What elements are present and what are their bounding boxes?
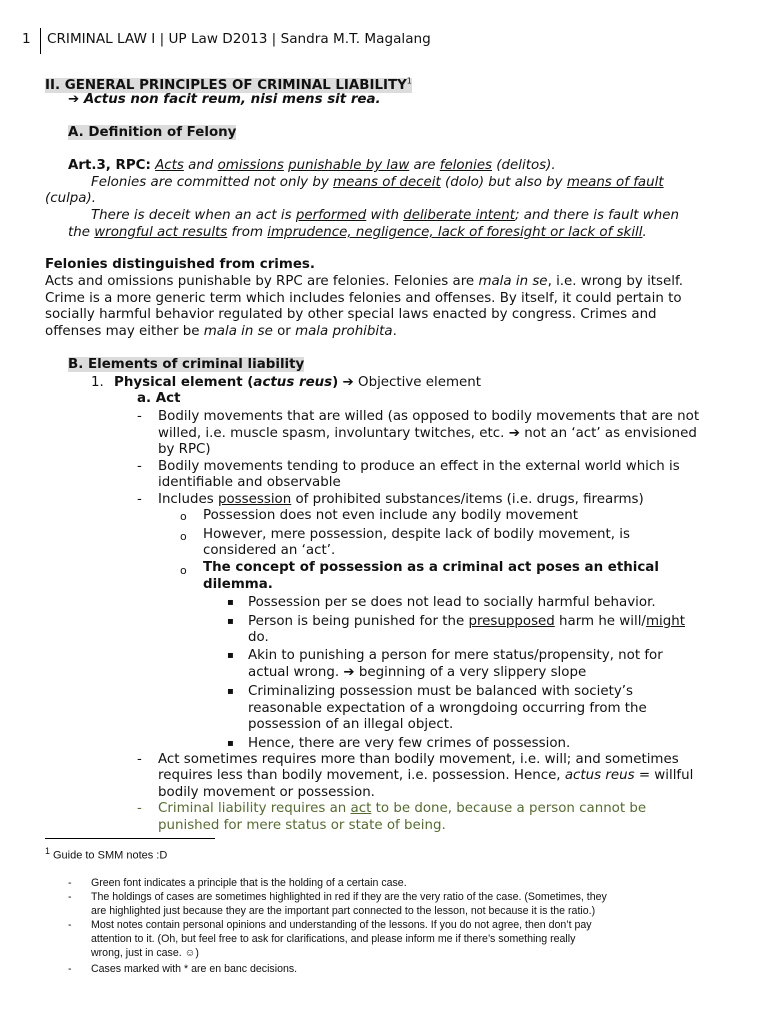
- text: Criminal liability requires an: [158, 801, 351, 816]
- dash-item-4-cont2: bodily movement or possession.: [158, 785, 375, 800]
- text: to be done, because a person cannot be: [371, 801, 647, 816]
- square-bullet: ▪: [227, 738, 234, 749]
- text: from: [227, 225, 268, 240]
- footnote-item-3-cont2: wrong, just in case. ☺): [91, 947, 199, 959]
- section-a-heading: [68, 125, 236, 141]
- footnote-title: Guide to SMM notes :D: [52, 849, 168, 862]
- term-punishable: punishable by law: [288, 158, 410, 173]
- square-item-4: Criminalizing possession must be balanced with society’s: [248, 684, 634, 699]
- dash-bullet: -: [137, 459, 142, 474]
- footnote-item-3: Most notes contain personal opinions and understanding of the lessons. If you do not agree, then don’t pay: [91, 919, 592, 931]
- dash-item-4: [137, 752, 679, 768]
- page-number: 1: [22, 31, 31, 47]
- section-b-title: B. Elements of criminal liability: [68, 357, 305, 372]
- square-bullet: ▪: [227, 616, 234, 627]
- term-intent: deliberate intent: [403, 208, 516, 223]
- square-bullet: ▪: [227, 686, 234, 697]
- term-possession: possession: [217, 492, 292, 507]
- dash-item-5: [137, 801, 647, 817]
- section-b-heading: [68, 357, 304, 373]
- footnote-ref: 1: [406, 77, 412, 86]
- art3-line4: [91, 208, 679, 224]
- text: Act sometimes requires more than bodily movement, i.e. will; and sometimes: [158, 752, 679, 767]
- square-item-4-cont2: possession of an illegal object.: [248, 717, 454, 732]
- square-bullet: ▪: [227, 597, 234, 608]
- term-deceit: means of deceit: [333, 175, 441, 190]
- term-performed: performed: [295, 208, 367, 223]
- distinguished-heading: Felonies distinguished from crimes.: [45, 257, 315, 272]
- text: Bodily movements that are willed (as opposed to bodily movements that are not: [158, 409, 700, 424]
- text: .: [642, 225, 647, 240]
- dash-item-2-cont: identifiable and observable: [158, 475, 341, 490]
- footnote-item-2: The holdings of cases are sometimes highlighted in red if they are the very ratio of the case. (Sometimes, they: [91, 891, 607, 903]
- arrow-icon: ➔: [343, 665, 355, 680]
- text: not an ‘act’ as envisioned: [524, 426, 697, 441]
- footnote-item-2-cont: are highlighted just because they are the important part connected to the lesson, not because it is the ratio.): [91, 905, 596, 917]
- circle-item-1: Possession does not even include any bodily movement: [203, 508, 578, 523]
- footnote-title-line: [45, 844, 167, 863]
- maxim-text: Actus non facit reum, nisi mens sit rea.: [83, 92, 381, 107]
- footnote-item-3-cont: attention to it. (Oh, but feel free to ask for clarifications, and please inform me if there’s something really: [91, 933, 576, 945]
- text: offenses may either be: [45, 324, 204, 339]
- text: beginning of a very slippery slope: [358, 665, 587, 680]
- art3-label: Art.3, RPC:: [68, 158, 151, 173]
- fn-dash: -: [68, 891, 72, 903]
- fn-dash: -: [68, 919, 72, 931]
- circle-item-3: The concept of possession as a criminal act poses an ethical: [203, 560, 659, 575]
- footnote-item-4: Cases marked with * are en banc decisions.: [91, 963, 298, 975]
- text: harm he will/: [554, 614, 646, 629]
- text: the: [68, 225, 95, 240]
- art3-line1: [68, 158, 556, 174]
- term-mala-prohibita: mala prohibita: [295, 324, 393, 339]
- footnote-rule: [45, 838, 215, 839]
- text: requires less than bodily movement, i.e. possession. Hence,: [158, 768, 565, 783]
- square-item-5: Hence, there are very few crimes of possession.: [248, 736, 571, 751]
- text-and: and: [183, 158, 218, 173]
- square-bullet: ▪: [227, 650, 234, 661]
- footnote-number: 1: [45, 846, 51, 856]
- dash-bullet: -: [137, 409, 142, 424]
- dash-item-3: [137, 492, 644, 508]
- dash-item-1-cont2: by RPC): [158, 442, 211, 457]
- text: = willful: [634, 768, 694, 783]
- text: Felonies are committed not only by: [91, 175, 334, 190]
- sub-a-heading: a. Act: [137, 391, 181, 406]
- text: , i.e. wrong by itself.: [547, 274, 683, 289]
- term-fault: means of fault: [566, 175, 664, 190]
- term-felonies: felonies: [439, 158, 493, 173]
- term-actus-reus: actus reus: [564, 768, 635, 783]
- square-item-3-cont: [248, 665, 586, 681]
- section-a-title: A. Definition of Felony: [68, 125, 237, 140]
- text-delitos: (delitos).: [492, 158, 556, 173]
- square-item-2: [248, 614, 685, 630]
- art3-line5: [68, 225, 647, 241]
- distinguished-line4: [45, 324, 397, 340]
- text: Acts and omissions punishable by RPC are felonies. Felonies are: [45, 274, 479, 289]
- dash-item-1-cont: [158, 426, 697, 442]
- dash-item-1: [137, 409, 700, 425]
- fn-dash: -: [68, 963, 72, 975]
- term-might: might: [645, 614, 685, 629]
- term-wrongful: wrongful act results: [94, 225, 228, 240]
- page-header: [22, 26, 431, 52]
- dash-bullet: -: [137, 801, 142, 816]
- item-1: [91, 375, 481, 391]
- text: Bodily movements tending to produce an effect in the external world which is: [158, 459, 680, 474]
- text: Physical element (: [114, 375, 254, 390]
- text-are: are: [409, 158, 440, 173]
- term-mala-in-se: mala in se: [478, 274, 548, 289]
- distinguished-line3: socially harmful behavior regulated by other special laws enacted by congress. Crimes and: [45, 307, 657, 322]
- circle-bullet: o: [180, 530, 187, 543]
- maxim-line: [68, 92, 381, 108]
- arrow-icon: ➔: [508, 426, 520, 441]
- term-acts: Acts: [155, 158, 184, 173]
- text: There is deceit when an act is: [91, 208, 296, 223]
- text: .: [392, 324, 397, 339]
- dash-item-2: [137, 459, 680, 475]
- text: or: [272, 324, 296, 339]
- dash-bullet: -: [137, 752, 142, 767]
- dash-bullet: -: [137, 492, 142, 507]
- art3-line2: [91, 175, 664, 191]
- text: willed, i.e. muscle spasm, involuntary twitches, etc.: [158, 426, 505, 441]
- section-2-title: II. GENERAL PRINCIPLES OF CRIMINAL LIABILITY: [45, 78, 407, 94]
- text: Objective element: [358, 375, 482, 390]
- term-imprudence: imprudence, negligence, lack of foresight or lack of skill: [267, 225, 643, 240]
- text: of prohibited substances/items (i.e. drugs, firearms): [291, 492, 644, 507]
- arrow-icon: ➔: [68, 92, 80, 107]
- text: Person is being punished for the: [248, 614, 469, 629]
- square-item-1: Possession per se does not lead to socially harmful behavior.: [248, 595, 656, 610]
- text: (dolo) but also by: [440, 175, 567, 190]
- circle-bullet: o: [180, 510, 187, 523]
- distinguished-line2: Crime is a more generic term which includes felonies and offenses. By itself, it could pertain to: [45, 291, 682, 306]
- term-actus-reus: actus reus: [253, 375, 333, 390]
- footnote-item-1: Green font indicates a principle that is the holding of a certain case.: [91, 877, 407, 889]
- circle-item-3-cont: dilemma.: [203, 577, 273, 592]
- dash-item-5-cont: punished for mere status or state of being.: [158, 818, 446, 833]
- text: ; and there is fault when: [515, 208, 679, 223]
- distinguished-line1: [45, 274, 683, 290]
- term-mala-in-se: mala in se: [203, 324, 273, 339]
- square-item-3: Akin to punishing a person for mere status/propensity, not for: [248, 648, 663, 663]
- circle-bullet: o: [180, 564, 187, 577]
- header-title: CRIMINAL LAW I | UP Law D2013 | Sandra M.T. Magalang: [47, 31, 431, 47]
- text: ): [332, 375, 339, 390]
- fn-dash: -: [68, 877, 72, 889]
- text: Includes: [158, 492, 218, 507]
- art3-line3: (culpa).: [45, 191, 96, 206]
- dash-item-4-cont: [158, 768, 693, 784]
- term-presupposed: presupposed: [468, 614, 555, 629]
- header-divider: [40, 28, 41, 54]
- term-act: act: [350, 801, 372, 816]
- text: with: [366, 208, 404, 223]
- item-number: 1.: [91, 375, 104, 390]
- text: actual wrong.: [248, 665, 340, 680]
- square-item-2-cont: do.: [248, 630, 269, 645]
- circle-item-2-cont: considered an ‘act’.: [203, 543, 336, 558]
- circle-item-2: However, mere possession, despite lack of bodily movement, is: [203, 527, 630, 542]
- term-omissions: omissions: [217, 158, 284, 173]
- square-item-4-cont: reasonable expectation of a wrongdoing occurring from the: [248, 701, 647, 716]
- arrow-icon: ➔: [342, 375, 354, 390]
